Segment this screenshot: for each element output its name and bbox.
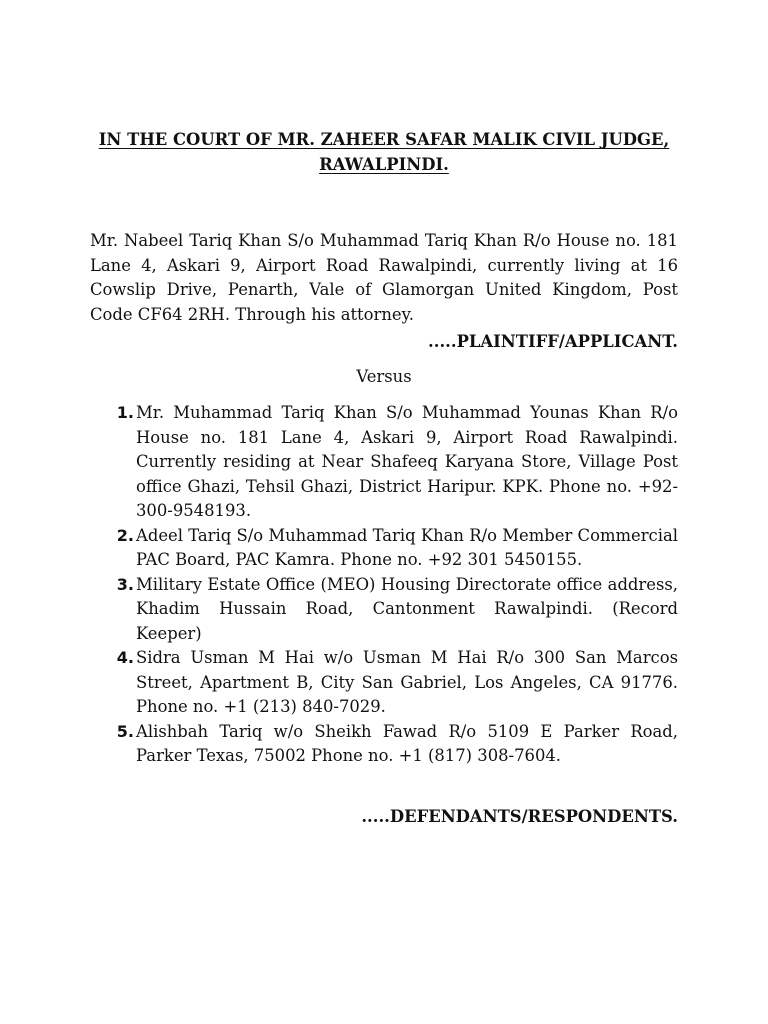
plaintiff-details: Mr. Nabeel Tariq Khan S/o Muhammad Tariq Khan R/o House no. 181 Lane 4, Askari 9, Airport Road Rawalpindi, currently living at 16 Cowslip Drive, Penarth, Vale of Glamorgan United Kingdom, Post Code CF64 2RH. Through his attorney. [90,231,678,324]
defendant-details: Military Estate Office (MEO) Housing Directorate office address, Khadim Hussain Road, Cantonment Rawalpindi. (Record Keeper) [136,574,678,643]
defendant-item [90,646,678,720]
defendant-details: Alishbah Tariq w/o Sheikh Fawad R/o 5109 E Parker Road, Parker Texas, 75002 Phone no. +1 (817) 308-7604. [136,721,678,765]
defendant-number: 1. [116,403,134,422]
defendant-details: Mr. Muhammad Tariq Khan S/o Muhammad Younas Khan R/o House no. 181 Lane 4, Askari 9, Airport Road Rawalpindi. Currently residing at Near Shafeeq Karyana Store, Village Post office Ghazi, Tehsil Ghazi, District Haripur. KPK. Phone no. +92-300-9548193. [136,403,678,520]
court-title-line-2: RAWALPINDI. [319,154,449,174]
defendant-number: 3. [116,574,134,594]
court-title-line-1: IN THE COURT OF MR. ZAHEER SAFAR MALIK CIVIL JUDGE, [98,130,670,149]
plaintiff-label: .....PLAINTIFF/APPLICANT. [428,332,678,351]
defendant-item [90,573,678,647]
versus-label: Versus [356,366,412,386]
defendant-number: 5. [116,721,134,741]
defendants-list [90,401,678,769]
defendant-item [90,720,678,769]
defendants-label: .....DEFENDANTS/RESPONDENTS. [361,806,678,826]
defendant-item [90,401,678,524]
defendant-details: Sidra Usman M Hai w/o Usman M Hai R/o 300 San Marcos Street, Apartment B, City San Gabriel, Los Angeles, CA 91776. Phone no. +1 (213) 840-7029. [136,648,678,716]
defendant-item [90,524,678,573]
defendant-number: 4. [116,648,134,667]
document-page [90,128,678,829]
defendant-details: Adeel Tariq S/o Muhammad Tariq Khan R/o Member Commercial PAC Board, PAC Kamra. Phone no. +92 301 5450155. [136,525,678,569]
defendant-number: 2. [116,525,134,545]
court-title [90,128,678,177]
